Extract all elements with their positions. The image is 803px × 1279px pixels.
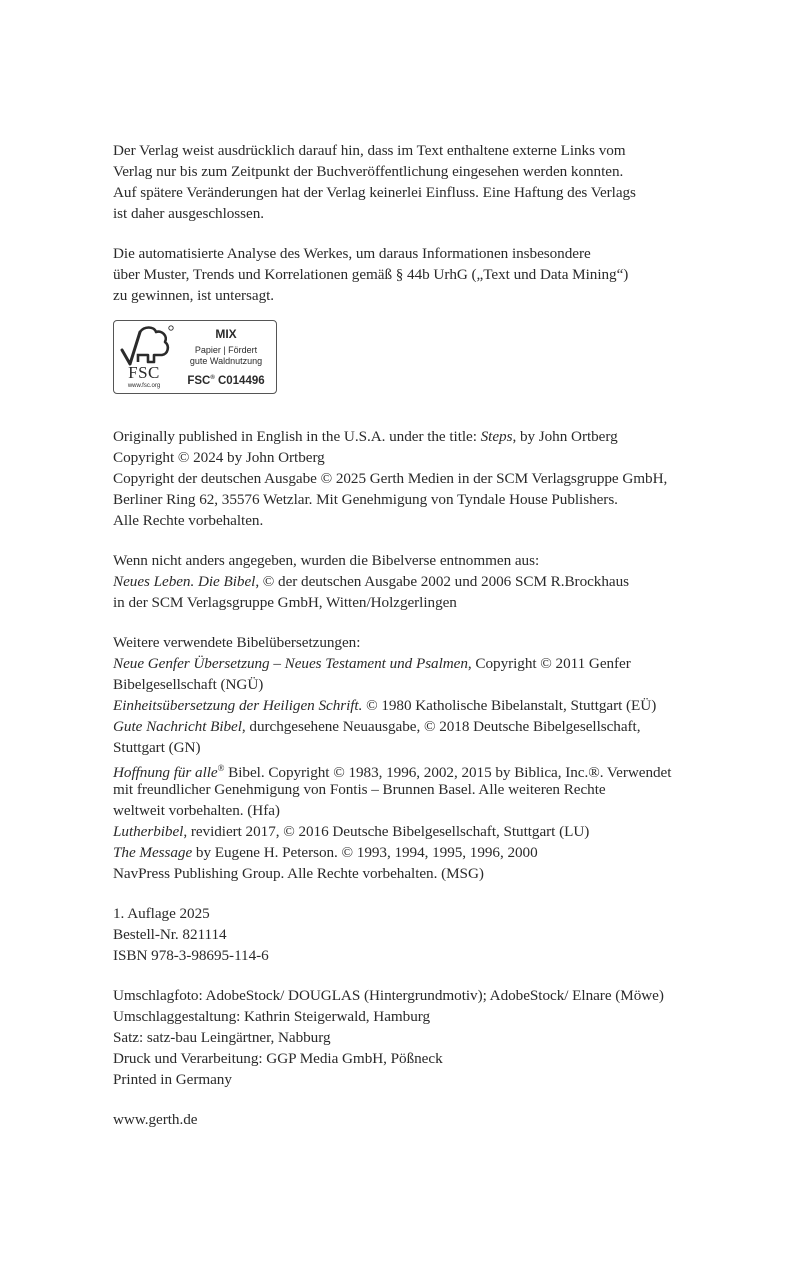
text-line: zu gewinnen, ist untersagt.	[113, 287, 275, 304]
bible-title: Neues Leben. Die Bibel	[113, 573, 256, 590]
text-line: Berliner Ring 62, 35576 Wetzlar. Mit Genehmigung von Tyndale House Publishers.	[113, 491, 618, 508]
text-span: Originally published in English in the U.S.A. under the title:	[113, 428, 481, 445]
bible-translations-other	[113, 632, 713, 884]
text-line: Stuttgart (GN)	[113, 739, 201, 756]
text-line: Copyright der deutschen Ausgabe © 2025 Gerth Medien in der SCM Verlagsgruppe GmbH,	[113, 470, 668, 487]
bible-source-main	[113, 550, 713, 613]
edition-info	[113, 903, 713, 966]
fsc-mix-label: MIX	[215, 327, 237, 341]
fsc-code-number: C014496	[214, 374, 265, 387]
text-span: , Copyright © 2011 Genfer	[467, 655, 631, 672]
text-line: Alle Rechte vorbehalten.	[113, 512, 264, 529]
fsc-url: www.fsc.org	[127, 383, 161, 389]
text-line	[113, 716, 713, 737]
text-span: by Eugene H. Peterson. © 1993, 1994, 1995, 1996, 2000	[192, 844, 538, 861]
fsc-license-code	[178, 371, 274, 388]
edition-number: 1. Auflage 2025	[113, 905, 210, 922]
fsc-code-prefix: FSC	[187, 374, 211, 387]
fsc-description-line: Papier | Fördert	[194, 345, 258, 355]
fsc-description-line: gute Waldnutzung	[189, 356, 263, 366]
text-line: Wenn nicht anders angegeben, wurden die Bibelverse entnommen aus:	[113, 552, 540, 569]
links-disclaimer	[113, 140, 713, 224]
text-span: , revidiert 2017, © 2016 Deutsche Bibelgesellschaft, Stuttgart (LU)	[183, 823, 590, 840]
text-line: Umschlaggestaltung: Kathrin Steigerwald, Hamburg	[113, 1008, 431, 1025]
original-publication	[113, 426, 713, 531]
order-number: Bestell-Nr. 821114	[113, 926, 227, 943]
fsc-mark-text: FSC	[128, 363, 160, 382]
text-line: Druck und Verarbeitung: GGP Media GmbH, Pößneck	[113, 1050, 443, 1067]
registered-mark: ®	[217, 763, 225, 773]
registered-mark: ®	[210, 375, 215, 381]
text-span: Bibel. Copyright © 1983, 1996, 2002, 2015 by Biblica, Inc.®. Verwendet	[224, 764, 672, 782]
text-line	[113, 426, 713, 447]
isbn: ISBN 978-3-98695-114-6	[113, 947, 269, 964]
bible-title: The Message	[113, 844, 193, 861]
fsc-text-block	[178, 327, 274, 388]
text-line: weltweit vorbehalten. (Hfa)	[113, 802, 280, 819]
text-line: Auf spätere Veränderungen hat der Verlag keinerlei Einfluss. Eine Haftung des Verlags	[113, 184, 636, 201]
text-line: ist daher ausgeschlossen.	[113, 205, 265, 222]
text-line: Satz: satz-bau Leingärtner, Nabburg	[113, 1029, 331, 1046]
bible-title: Neue Genfer Übersetzung – Neues Testament und Psalmen	[113, 655, 468, 672]
publisher-website: www.gerth.de	[113, 1111, 198, 1128]
fsc-label	[113, 320, 277, 394]
text-line: Umschlagfoto: AdobeStock/ DOUGLAS (Hintergrundmotiv); AdobeStock/ Elnare (Möwe)	[113, 987, 664, 1004]
text-span: , durchgesehene Neuausgabe, © 2018 Deutsche Bibelgesellschaft,	[241, 718, 641, 735]
text-line	[113, 842, 713, 863]
bible-title: Gute Nachricht Bibel	[113, 718, 242, 735]
text-line	[113, 821, 713, 842]
text-span: , © der deutschen Ausgabe 2002 und 2006 SCM R.Brockhaus	[255, 573, 629, 590]
bible-title: Hoffnung für alle	[113, 764, 218, 782]
imprint-page	[113, 140, 713, 1130]
text-line: Die automatisierte Analyse des Werkes, um daraus Informationen insbesondere	[113, 245, 591, 262]
text-line: in der SCM Verlagsgruppe GmbH, Witten/Holzgerlingen	[113, 594, 457, 611]
text-line	[113, 571, 713, 592]
text-line: Printed in Germany	[113, 1071, 232, 1088]
text-line: mit freundlicher Genehmigung von Fontis – Brunnen Basel. Alle weiteren Rechte	[113, 781, 606, 798]
text-line: NavPress Publishing Group. Alle Rechte vorbehalten. (MSG)	[113, 865, 484, 882]
production-credits	[113, 985, 713, 1090]
text-span: © 1980 Katholische Bibelanstalt, Stuttgart (EÜ)	[362, 697, 657, 714]
text-data-mining-notice	[113, 243, 713, 306]
text-line: Verlag nur bis zum Zeitpunkt der Buchveröffentlichung eingesehen werden konnten.	[113, 163, 624, 180]
text-line: Copyright © 2024 by John Ortberg	[113, 449, 325, 466]
text-span: , by John Ortberg	[512, 428, 618, 445]
text-line: Bibelgesellschaft (NGÜ)	[113, 676, 264, 693]
text-line: Der Verlag weist ausdrücklich darauf hin, dass im Text enthaltene externe Links vom	[113, 142, 626, 159]
text-line	[113, 653, 713, 674]
text-line: Weitere verwendete Bibelübersetzungen:	[113, 634, 361, 651]
text-line	[113, 695, 713, 716]
text-line	[113, 758, 713, 782]
book-title: Steps	[480, 428, 513, 445]
bible-title: Einheitsübersetzung der Heiligen Schrift.	[113, 697, 363, 714]
text-line: über Muster, Trends und Korrelationen gemäß § 44b UrhG („Text und Data Mining“)	[113, 266, 629, 283]
bible-title: Lutherbibel	[113, 823, 184, 840]
